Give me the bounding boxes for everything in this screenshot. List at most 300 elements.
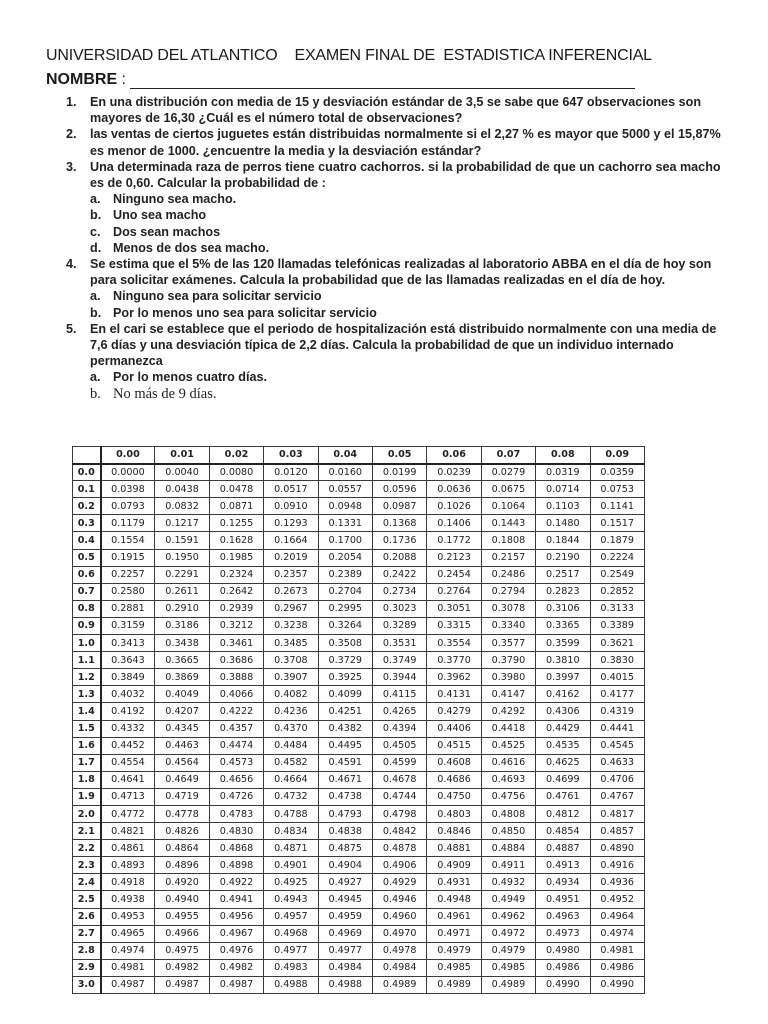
- z-table-cell: 0.4732: [264, 788, 318, 805]
- z-row-header: 0.4: [73, 532, 101, 549]
- z-row-header: 0.7: [73, 583, 101, 600]
- z-table-cell: 0.4505: [372, 737, 426, 754]
- z-table-cell: 0.3810: [536, 652, 590, 669]
- z-table-cell: 0.3508: [318, 635, 372, 652]
- z-row-header: 0.3: [73, 515, 101, 532]
- z-table-cell: 0.3289: [372, 617, 426, 634]
- z-table-cell: 0.4772: [101, 805, 155, 822]
- z-table-cell: 0.3790: [481, 652, 535, 669]
- question-item: [66, 159, 734, 256]
- z-table-cell: 0.4857: [590, 823, 644, 840]
- z-table-cell: 0.3770: [427, 652, 481, 669]
- z-table-cell: 0.4854: [536, 823, 590, 840]
- exam-title: UNIVERSIDAD DEL ATLANTICO EXAMEN FINAL DE ESTADISTICA INFERENCIAL: [46, 47, 652, 64]
- z-table-cell: 0.3708: [264, 652, 318, 669]
- z-table-cell: 0.3980: [481, 669, 535, 686]
- z-table-cell: 0.1179: [101, 515, 155, 532]
- sub-question-item: [90, 305, 734, 321]
- z-table-cell: 0.1368: [372, 515, 426, 532]
- z-table-cell: 0.3849: [101, 669, 155, 686]
- z-table-cell: 0.4971: [427, 925, 481, 942]
- z-table-row: [73, 635, 645, 652]
- z-table-cell: 0.4979: [427, 942, 481, 959]
- z-row-header: 2.2: [73, 840, 101, 857]
- z-table-cell: 0.4988: [264, 976, 318, 993]
- z-table-cell: 0.4545: [590, 737, 644, 754]
- z-table-cell: 0.3531: [372, 635, 426, 652]
- z-row-header: 1.5: [73, 720, 101, 737]
- z-table-cell: 0.4678: [372, 771, 426, 788]
- z-table-cell: 0.4990: [590, 976, 644, 993]
- z-table-cell: 0.2881: [101, 600, 155, 617]
- z-table-cell: 0.2734: [372, 583, 426, 600]
- z-table-cell: 0.1772: [427, 532, 481, 549]
- z-table-row: [73, 959, 645, 976]
- z-table-cell: 0.4981: [590, 942, 644, 959]
- z-table-cell: 0.4987: [209, 976, 263, 993]
- z-table-cell: 0.4332: [101, 720, 155, 737]
- z-table-row: [73, 617, 645, 634]
- z-table-cell: 0.4881: [427, 840, 481, 857]
- z-row-header: 0.9: [73, 617, 101, 634]
- z-table-cell: 0.4474: [209, 737, 263, 754]
- z-table-cell: 0.2019: [264, 549, 318, 566]
- sub-question-text: No más de 9 días.: [113, 385, 217, 402]
- z-table-cell: 0.3159: [101, 617, 155, 634]
- z-table-row: [73, 532, 645, 549]
- z-table-cell: 0.4649: [155, 771, 209, 788]
- z-table-cell: 0.4599: [372, 754, 426, 771]
- z-row-header: 2.3: [73, 857, 101, 874]
- z-table-cell: 0.2611: [155, 583, 209, 600]
- z-table-cell: 0.0000: [101, 464, 155, 481]
- z-table-cell: 0.3485: [264, 635, 318, 652]
- z-table-cell: 0.4878: [372, 840, 426, 857]
- z-row-header: 0.8: [73, 600, 101, 617]
- z-table-row: [73, 976, 645, 993]
- z-table-cell: 0.0948: [318, 498, 372, 515]
- z-table-cell: 0.0793: [101, 498, 155, 515]
- z-table-cell: 0.1591: [155, 532, 209, 549]
- z-table-cell: 0.4938: [101, 891, 155, 908]
- z-table-cell: 0.1985: [209, 549, 263, 566]
- z-table-cell: 0.4864: [155, 840, 209, 857]
- z-table-cell: 0.4808: [481, 805, 535, 822]
- z-table-row: [73, 515, 645, 532]
- z-table-cell: 0.4932: [481, 874, 535, 891]
- z-table-cell: 0.4941: [209, 891, 263, 908]
- question-text: En el cari se establece que el periodo de hospitalización está distribuido normalmente con una media de 7,6 días y una desviación típica de 2,2 días. Calcula la probabilidad de que un individuo internado permanezca: [90, 321, 717, 369]
- z-table-cell: 0.4904: [318, 857, 372, 874]
- z-row-header: 2.9: [73, 959, 101, 976]
- sub-question-text: Uno sea macho: [113, 208, 207, 223]
- z-table-row: [73, 583, 645, 600]
- z-table-cell: 0.4788: [264, 805, 318, 822]
- z-table-cell: 0.2995: [318, 600, 372, 617]
- z-table-cell: 0.1217: [155, 515, 209, 532]
- question-item: [66, 321, 734, 403]
- question-number: 5.: [66, 321, 77, 336]
- question-number: 1.: [66, 95, 77, 109]
- z-table-cell: 0.4979: [481, 942, 535, 959]
- z-row-header: 0.1: [73, 481, 101, 498]
- z-table-cell: 0.0987: [372, 498, 426, 515]
- z-table-cell: 0.0279: [481, 464, 535, 481]
- z-table-cell: 0.3997: [536, 669, 590, 686]
- z-table-cell: 0.4177: [590, 686, 644, 703]
- z-table-cell: 0.3413: [101, 635, 155, 652]
- z-row-header: 2.6: [73, 908, 101, 925]
- z-table-cell: 0.2704: [318, 583, 372, 600]
- z-table-row: [73, 942, 645, 959]
- z-table-row: [73, 652, 645, 669]
- z-table-cell: 0.4147: [481, 686, 535, 703]
- sub-question-letter: b.: [90, 305, 102, 320]
- sub-question-letter: b.: [90, 385, 101, 402]
- z-table-cell: 0.3389: [590, 617, 644, 634]
- z-column-header: 0.09: [590, 447, 644, 464]
- z-table-cell: 0.4965: [101, 925, 155, 942]
- z-table-cell: 0.3264: [318, 617, 372, 634]
- z-table-cell: 0.0636: [427, 481, 481, 498]
- z-row-header: 2.4: [73, 874, 101, 891]
- z-table-cell: 0.4345: [155, 720, 209, 737]
- z-table-cell: 0.1915: [101, 549, 155, 566]
- z-table-cell: 0.4875: [318, 840, 372, 857]
- z-table-cell: 0.3907: [264, 669, 318, 686]
- z-table-cell: 0.4931: [427, 874, 481, 891]
- z-table-row: [73, 481, 645, 498]
- z-table-cell: 0.4515: [427, 737, 481, 754]
- z-table-cell: 0.4761: [536, 788, 590, 805]
- z-table-cell: 0.4049: [155, 686, 209, 703]
- z-table-cell: 0.4803: [427, 805, 481, 822]
- z-table-cell: 0.4906: [372, 857, 426, 874]
- z-table-cell: 0.4946: [372, 891, 426, 908]
- z-table-cell: 0.1517: [590, 515, 644, 532]
- z-table-cell: 0.4162: [536, 686, 590, 703]
- z-table-cell: 0.4945: [318, 891, 372, 908]
- z-table-cell: 0.4292: [481, 703, 535, 720]
- z-table-cell: 0.4959: [318, 908, 372, 925]
- z-table-cell: 0.4573: [209, 754, 263, 771]
- z-table-cell: 0.2088: [372, 549, 426, 566]
- z-table-cell: 0.2673: [264, 583, 318, 600]
- z-table-cell: 0.2389: [318, 566, 372, 583]
- z-table-row: [73, 669, 645, 686]
- z-table-cell: 0.3665: [155, 652, 209, 669]
- z-table-cell: 0.4131: [427, 686, 481, 703]
- sub-question-item: [90, 288, 734, 304]
- z-table-cell: 0.0398: [101, 481, 155, 498]
- z-row-header: 1.6: [73, 737, 101, 754]
- z-table-cell: 0.4982: [155, 959, 209, 976]
- z-table-cell: 0.1808: [481, 532, 535, 549]
- z-table-cell: 0.4925: [264, 874, 318, 891]
- z-table-cell: 0.4985: [481, 959, 535, 976]
- z-table-cell: 0.4495: [318, 737, 372, 754]
- z-table-cell: 0.2454: [427, 566, 481, 583]
- z-table-cell: 0.4251: [318, 703, 372, 720]
- z-row-header: 1.3: [73, 686, 101, 703]
- z-table-cell: 0.3888: [209, 669, 263, 686]
- z-table-cell: 0.4896: [155, 857, 209, 874]
- z-table-cell: 0.4706: [590, 771, 644, 788]
- z-column-header: 0.04: [318, 447, 372, 464]
- z-table-row: [73, 823, 645, 840]
- z-table-header-row: [73, 447, 645, 464]
- z-table: [72, 446, 645, 994]
- z-table-cell: 0.4940: [155, 891, 209, 908]
- z-row-header: 2.7: [73, 925, 101, 942]
- z-row-header: 0.5: [73, 549, 101, 566]
- sub-question-list: [90, 191, 734, 256]
- z-table-cell: 0.4913: [536, 857, 590, 874]
- z-table-cell: 0.1141: [590, 498, 644, 515]
- z-column-header: 0.01: [155, 447, 209, 464]
- z-table-cell: 0.4463: [155, 737, 209, 754]
- question-item: [66, 126, 734, 158]
- z-table-cell: 0.4936: [590, 874, 644, 891]
- z-table-cell: 0.4656: [209, 771, 263, 788]
- z-table-cell: 0.4966: [155, 925, 209, 942]
- z-table-cell: 0.0675: [481, 481, 535, 498]
- z-table-cell: 0.4406: [427, 720, 481, 737]
- z-table-cell: 0.2190: [536, 549, 590, 566]
- z-table-cell: 0.4306: [536, 703, 590, 720]
- z-table-cell: 0.4969: [318, 925, 372, 942]
- z-table-cell: 0.0199: [372, 464, 426, 481]
- z-table-cell: 0.4798: [372, 805, 426, 822]
- z-table-cell: 0.0120: [264, 464, 318, 481]
- z-table-cell: 0.4975: [155, 942, 209, 959]
- sub-question-text: Menos de dos sea macho.: [113, 240, 270, 255]
- question-text: las ventas de ciertos juguetes están distribuidas normalmente si el 2,27 % es mayor que 5000 y el 15,87% es menor de 1000. ¿encuentre la media y la desviación estándar?: [90, 127, 721, 158]
- sub-question-item: [90, 207, 734, 223]
- z-table-cell: 0.1736: [372, 532, 426, 549]
- z-table-cell: 0.4989: [372, 976, 426, 993]
- z-row-header: 0.2: [73, 498, 101, 515]
- z-row-header: 1.4: [73, 703, 101, 720]
- z-table-cell: 0.3023: [372, 600, 426, 617]
- sub-question-letter: d.: [90, 240, 102, 255]
- z-row-header: 1.8: [73, 771, 101, 788]
- sub-question-text: Por lo menos uno sea para solicitar servicio: [113, 305, 377, 320]
- z-table-cell: 0.4429: [536, 720, 590, 737]
- z-table-cell: 0.4909: [427, 857, 481, 874]
- question-item: [66, 256, 734, 321]
- z-column-header: 0.05: [372, 447, 426, 464]
- sub-question-list: [90, 288, 734, 320]
- question-text: En una distribución con media de 15 y desviación estándar de 3,5 se sabe que 647 observaciones son mayores de 16,30 ¿Cuál es el número total de observaciones?: [90, 95, 702, 126]
- z-table-row: [73, 874, 645, 891]
- z-table-cell: 0.4948: [427, 891, 481, 908]
- name-label: NOMBRE: [46, 71, 118, 88]
- z-table-cell: 0.4812: [536, 805, 590, 822]
- z-table-cell: 0.4236: [264, 703, 318, 720]
- sub-question-text: Ninguno sea macho.: [113, 192, 237, 207]
- z-table-cell: 0.2123: [427, 549, 481, 566]
- z-table-cell: 0.4693: [481, 771, 535, 788]
- z-table-cell: 0.4616: [481, 754, 535, 771]
- question-number: 4.: [66, 257, 77, 272]
- z-table-cell: 0.4970: [372, 925, 426, 942]
- z-table-cell: 0.4719: [155, 788, 209, 805]
- z-table-row: [73, 754, 645, 771]
- z-table-cell: 0.4838: [318, 823, 372, 840]
- z-table-cell: 0.4525: [481, 737, 535, 754]
- z-table-cell: 0.4988: [318, 976, 372, 993]
- z-table-cell: 0.1950: [155, 549, 209, 566]
- z-table-cell: 0.4968: [264, 925, 318, 942]
- z-table-cell: 0.4963: [536, 908, 590, 925]
- z-table-cell: 0.1293: [264, 515, 318, 532]
- z-table-cell: 0.4394: [372, 720, 426, 737]
- z-table-cell: 0.3686: [209, 652, 263, 669]
- z-table-cell: 0.4890: [590, 840, 644, 857]
- z-table-cell: 0.3643: [101, 652, 155, 669]
- z-table-cell: 0.4951: [536, 891, 590, 908]
- z-table-cell: 0.4861: [101, 840, 155, 857]
- z-table-cell: 0.1628: [209, 532, 263, 549]
- z-table-cell: 0.4989: [427, 976, 481, 993]
- question-list: [66, 94, 734, 403]
- z-table-cell: 0.4916: [590, 857, 644, 874]
- z-table-cell: 0.4767: [590, 788, 644, 805]
- z-table-row: [73, 857, 645, 874]
- z-table-cell: 0.4625: [536, 754, 590, 771]
- z-table-cell: 0.4686: [427, 771, 481, 788]
- z-table-cell: 0.0871: [209, 498, 263, 515]
- z-table-cell: 0.1064: [481, 498, 535, 515]
- sub-question-letter: a.: [90, 370, 101, 385]
- z-table-cell: 0.4671: [318, 771, 372, 788]
- z-table-row: [73, 737, 645, 754]
- z-table-cell: 0.4974: [590, 925, 644, 942]
- z-table-cell: 0.2642: [209, 583, 263, 600]
- z-table-cell: 0.4987: [155, 976, 209, 993]
- z-table-row: [73, 498, 645, 515]
- sub-question-text: Dos sean machos: [113, 224, 221, 239]
- z-table-cell: 0.2764: [427, 583, 481, 600]
- name-field: [46, 71, 635, 89]
- z-table-cell: 0.4535: [536, 737, 590, 754]
- z-table-row: [73, 464, 645, 481]
- z-table-cell: 0.4952: [590, 891, 644, 908]
- sub-question-item: [90, 386, 734, 403]
- z-table-cell: 0.4953: [101, 908, 155, 925]
- z-table-cell: 0.2580: [101, 583, 155, 600]
- z-table-cell: 0.0319: [536, 464, 590, 481]
- z-table-cell: 0.1331: [318, 515, 372, 532]
- z-column-header: 0.02: [209, 447, 263, 464]
- z-table-cell: 0.4957: [264, 908, 318, 925]
- z-table-cell: 0.4983: [264, 959, 318, 976]
- z-table-cell: 0.4980: [536, 942, 590, 959]
- z-row-header: 0.6: [73, 566, 101, 583]
- z-table-cell: 0.2794: [481, 583, 535, 600]
- z-table-row: [73, 840, 645, 857]
- z-table-cell: 0.4821: [101, 823, 155, 840]
- z-table-cell: 0.4265: [372, 703, 426, 720]
- z-table-cell: 0.3577: [481, 635, 535, 652]
- z-table-cell: 0.4927: [318, 874, 372, 891]
- z-table-cell: 0.2486: [481, 566, 535, 583]
- z-table-cell: 0.1844: [536, 532, 590, 549]
- sub-question-letter: c.: [90, 224, 101, 239]
- z-table-cell: 0.2852: [590, 583, 644, 600]
- z-table-cell: 0.4990: [536, 976, 590, 993]
- name-blank-line[interactable]: [130, 74, 635, 89]
- name-colon: :: [117, 71, 126, 88]
- z-table-row: [73, 891, 645, 908]
- z-table-cell: 0.4699: [536, 771, 590, 788]
- z-table-cell: 0.4793: [318, 805, 372, 822]
- z-table-cell: 0.3830: [590, 652, 644, 669]
- z-table-cell: 0.3925: [318, 669, 372, 686]
- z-table-cell: 0.2357: [264, 566, 318, 583]
- z-table-cell: 0.4830: [209, 823, 263, 840]
- z-table-cell: 0.4920: [155, 874, 209, 891]
- z-table-cell: 0.1443: [481, 515, 535, 532]
- z-table-cell: 0.4978: [372, 942, 426, 959]
- z-table-cell: 0.4738: [318, 788, 372, 805]
- z-table-cell: 0.4986: [590, 959, 644, 976]
- z-table-cell: 0.4713: [101, 788, 155, 805]
- z-table-cell: 0.1255: [209, 515, 263, 532]
- z-table-cell: 0.1480: [536, 515, 590, 532]
- z-table-cell: 0.4977: [264, 942, 318, 959]
- z-table-cell: 0.4976: [209, 942, 263, 959]
- sub-question-list: [90, 369, 734, 402]
- z-table-row: [73, 549, 645, 566]
- z-table-cell: 0.4066: [209, 686, 263, 703]
- z-table-cell: 0.3869: [155, 669, 209, 686]
- z-table-cell: 0.4984: [372, 959, 426, 976]
- z-table-cell: 0.4987: [101, 976, 155, 993]
- z-table-cell: 0.0359: [590, 464, 644, 481]
- z-table-cell: 0.4929: [372, 874, 426, 891]
- question-text: Una determinada raza de perros tiene cuatro cachorros. si la probabilidad de que un cachorro sea macho es de 0,60. Calcular la probabilidad de :: [90, 159, 721, 191]
- z-table-cell: 0.4972: [481, 925, 535, 942]
- z-table-cell: 0.4564: [155, 754, 209, 771]
- z-table-cell: 0.4370: [264, 720, 318, 737]
- z-table-cell: 0.1026: [427, 498, 481, 515]
- z-table-cell: 0.0753: [590, 481, 644, 498]
- z-table-cell: 0.4964: [590, 908, 644, 925]
- z-table-cell: 0.0517: [264, 481, 318, 498]
- z-table-cell: 0.4982: [209, 959, 263, 976]
- z-row-header: 1.2: [73, 669, 101, 686]
- z-table-cell: 0.2823: [536, 583, 590, 600]
- z-row-header: 2.1: [73, 823, 101, 840]
- z-table-cell: 0.4949: [481, 891, 535, 908]
- z-table-cell: 0.4633: [590, 754, 644, 771]
- z-table-cell: 0.4960: [372, 908, 426, 925]
- z-table-cell: 0.4974: [101, 942, 155, 959]
- z-table-cell: 0.4817: [590, 805, 644, 822]
- z-table-cell: 0.3078: [481, 600, 535, 617]
- z-table-cell: 0.4884: [481, 840, 535, 857]
- z-table-cell: 0.4756: [481, 788, 535, 805]
- z-column-header: 0.00: [101, 447, 155, 464]
- z-column-header: 0.03: [264, 447, 318, 464]
- z-row-header: 1.0: [73, 635, 101, 652]
- z-table-cell: 0.2324: [209, 566, 263, 583]
- z-table-row: [73, 720, 645, 737]
- z-table-cell: 0.4664: [264, 771, 318, 788]
- z-table-cell: 0.4441: [590, 720, 644, 737]
